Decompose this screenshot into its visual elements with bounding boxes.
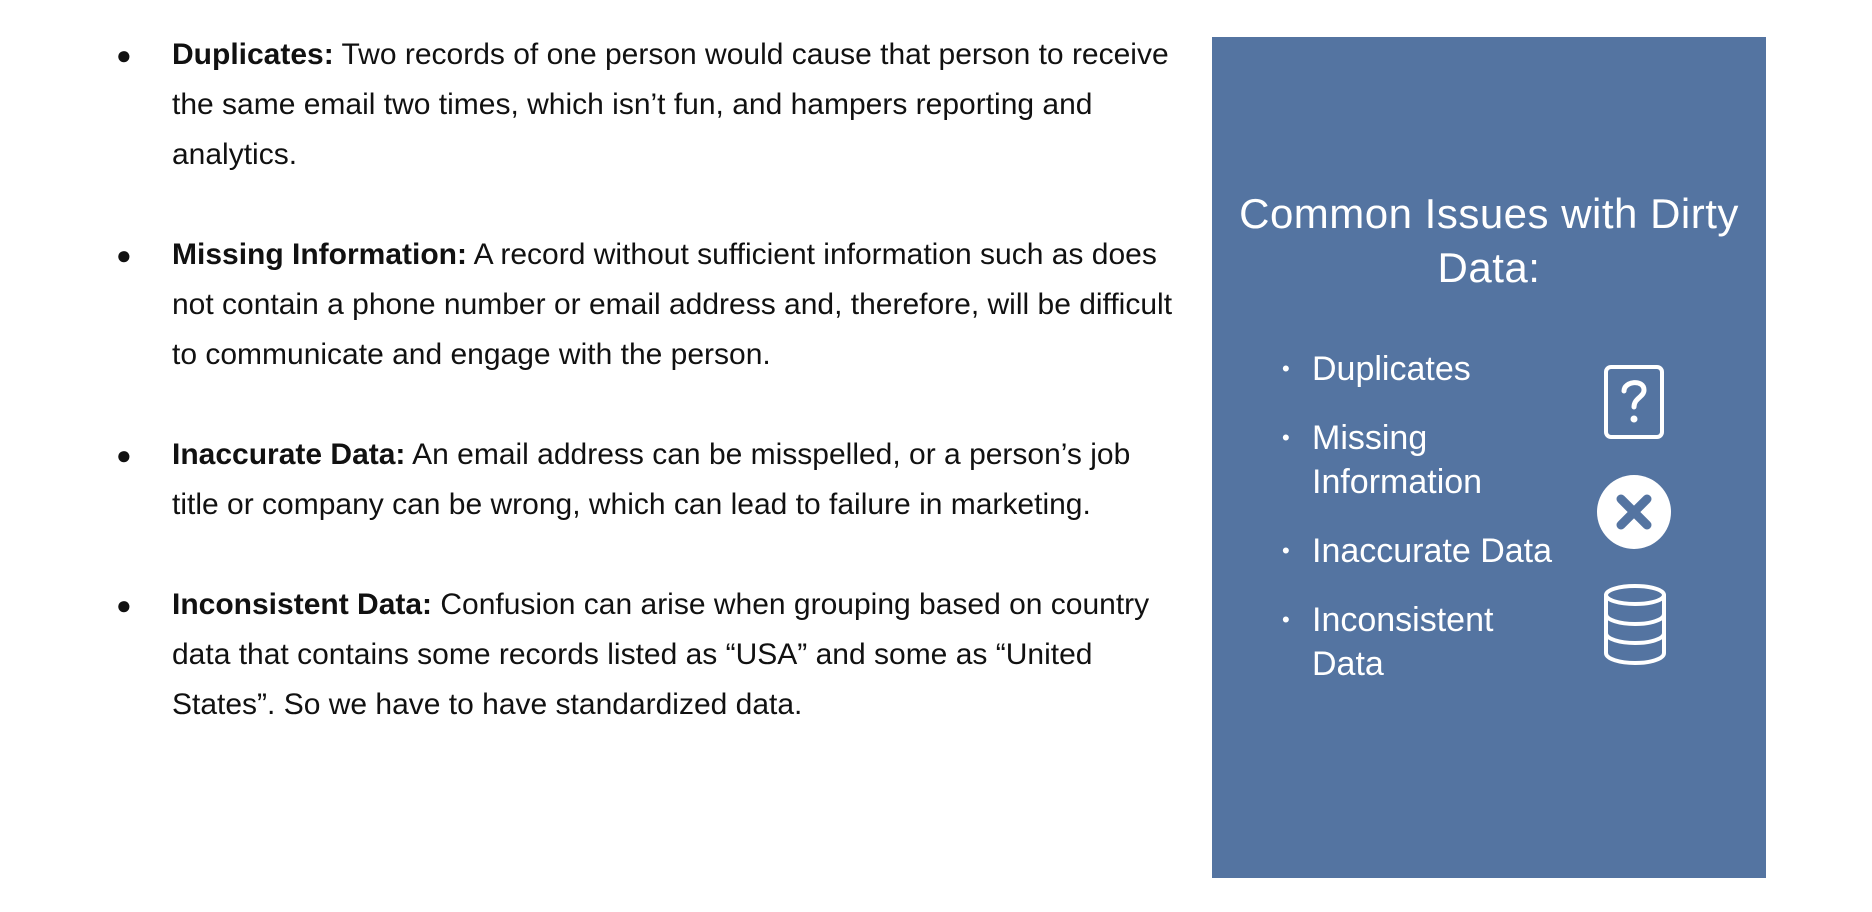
bullet-marker: ● xyxy=(116,440,132,470)
issue-item-inconsistent-data xyxy=(112,580,1182,730)
panel-title: Common Issues with Dirty Data: xyxy=(1239,190,1739,291)
panel-item-label: Duplicates xyxy=(1312,350,1471,388)
issue-term: Inaccurate Data: xyxy=(172,438,406,471)
panel-bullet: • xyxy=(1282,425,1290,450)
panel-item-inconsistent-data xyxy=(1282,598,1602,686)
issue-description: Two records of one person would cause that person to receive the same email two times, which isn’t fun, and hampers reporting and analytics. xyxy=(172,38,1169,171)
issue-description: Confusion can arise when grouping based on country data that contains some records listed as “USA” and some as “United States”. So we have to have standardized data. xyxy=(172,588,1150,721)
database-icon xyxy=(1602,583,1668,665)
issue-description: An email address can be misspelled, or a person’s job title or company can be wrong, which can lead to failure in marketing. xyxy=(172,438,1131,521)
bullet-marker: ● xyxy=(116,240,132,270)
panel-bullet: • xyxy=(1282,538,1290,563)
bullet-marker: ● xyxy=(116,590,132,620)
bullet-marker: ● xyxy=(116,40,132,70)
issue-item-inaccurate-data xyxy=(112,430,1182,530)
issue-description: A record without sufficient information such as does not contain a phone number or email address and, therefore, will be difficult to communicate and engage with the person. xyxy=(172,238,1173,371)
summary-panel xyxy=(1212,37,1766,878)
issue-item-missing-information xyxy=(112,230,1182,380)
issues-list xyxy=(112,30,1182,780)
panel-bullet: • xyxy=(1282,607,1290,632)
panel-bullet: • xyxy=(1282,356,1290,381)
panel-list xyxy=(1282,347,1602,711)
panel-item-label: Missing Information xyxy=(1312,419,1483,501)
close-icon xyxy=(1597,475,1671,549)
question-icon xyxy=(1602,363,1666,441)
issue-item-duplicates xyxy=(112,30,1182,180)
panel-item-label: Inaccurate Data xyxy=(1312,532,1553,570)
panel-item-duplicates xyxy=(1282,347,1602,391)
issue-term: Missing Information: xyxy=(172,238,467,271)
panel-item-label: Inconsistent Data xyxy=(1312,601,1494,683)
issue-term: Duplicates: xyxy=(172,38,334,71)
panel-item-inaccurate-data xyxy=(1282,529,1602,573)
issue-term: Inconsistent Data: xyxy=(172,588,433,621)
panel-item-missing-information xyxy=(1282,416,1602,504)
